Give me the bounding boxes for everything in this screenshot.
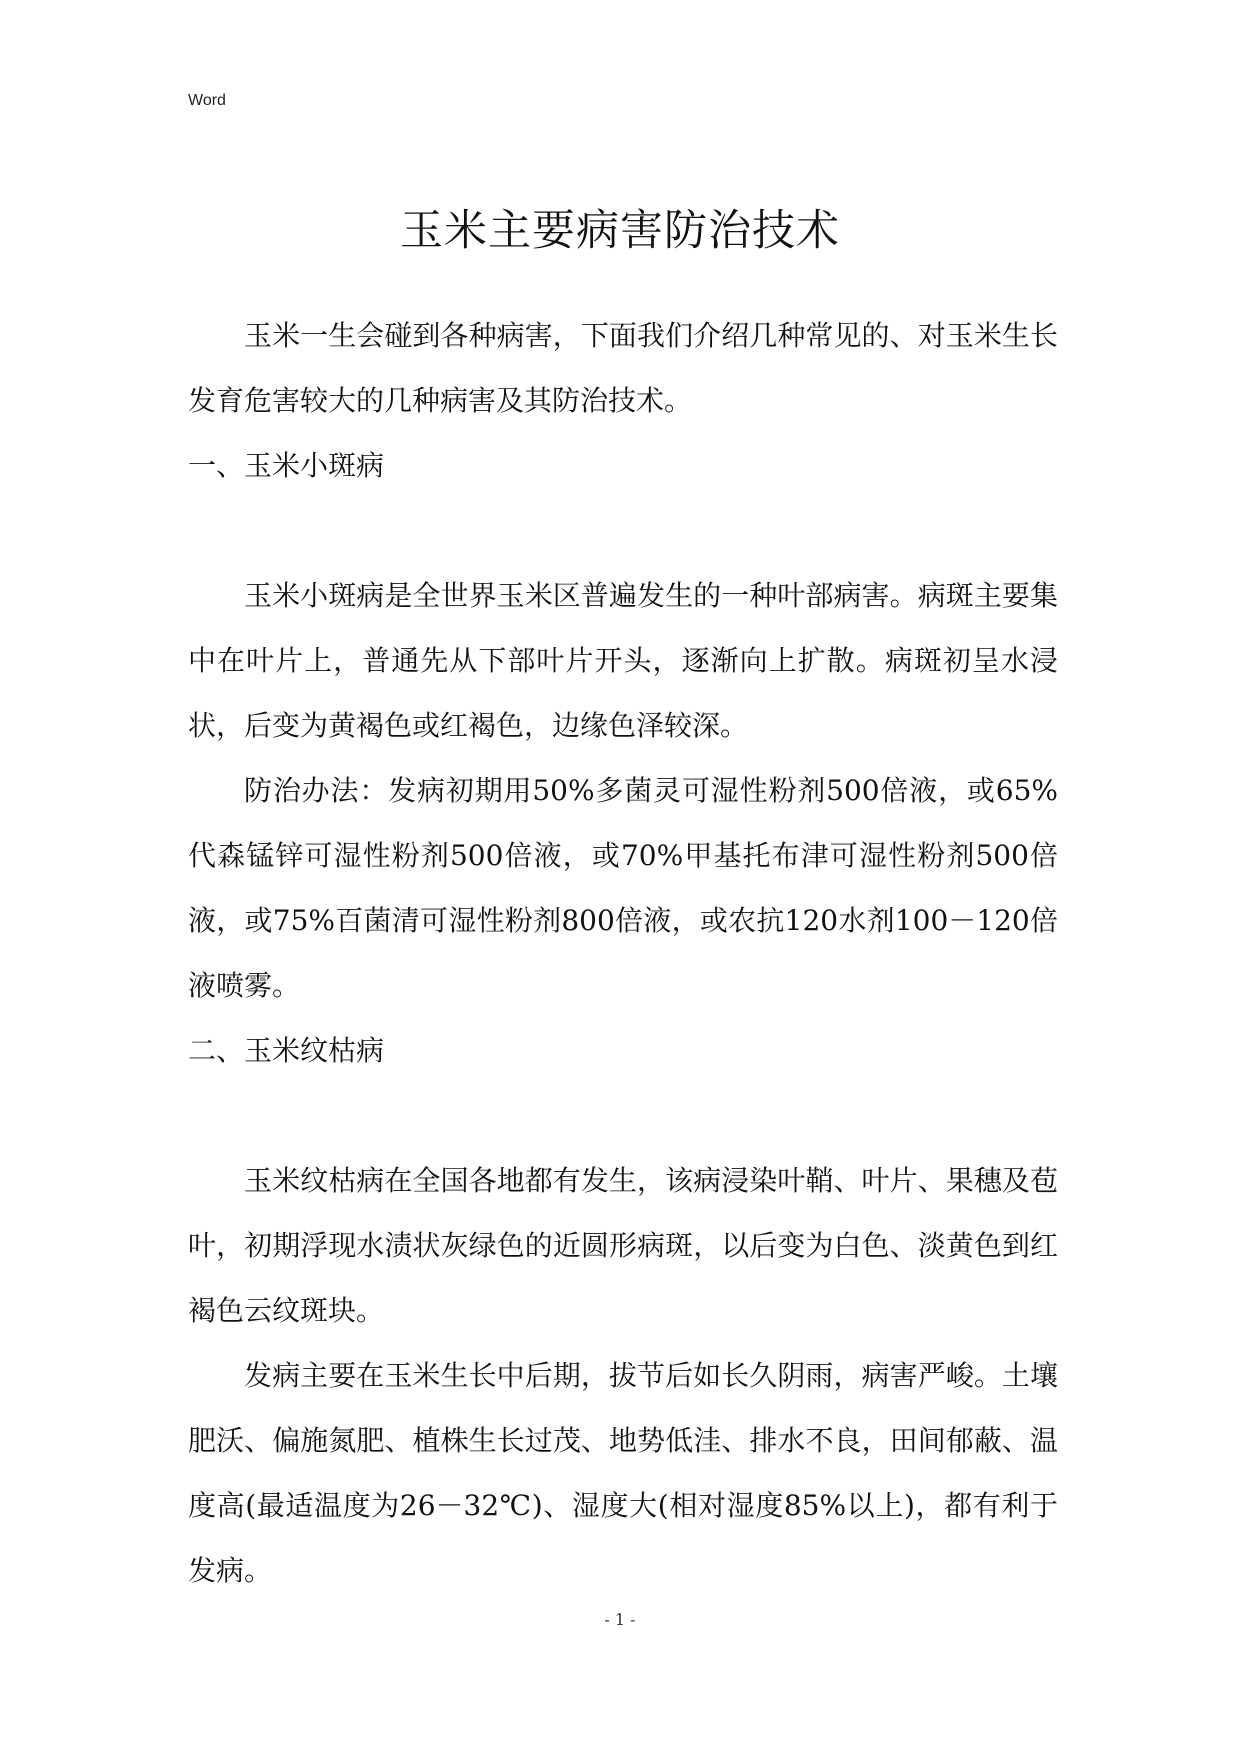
section-heading-2: 二、玉米纹枯病 [188,1034,385,1067]
section-1-paragraph-2: 防治办法：发病初期用50%多菌灵可湿性粉剂500倍液，或65%代森锰锌可湿性粉剂500倍液，或70%甲基托布津可湿性粉剂500倍液，或75%百菌清可湿性粉剂800倍液，或农抗120水剂100－120倍液喷雾。 [188,774,1058,1002]
section-2-paragraph-2: 发病主要在玉米生长中后期，拔节后如长久阴雨，病害严峻。土壤肥沃、偏施氮肥、植株生长过茂、地势低洼、排水不良，田间郁蔽、温度高(最适温度为26－32℃)、湿度大(相对湿度85%以上)，都有利于发病。 [188,1359,1058,1587]
document-body [188,303,1058,1603]
app-label: Word [188,92,226,109]
document-title: 玉米主要病害防治技术 [400,206,840,256]
intro-paragraph: 玉米一生会碰到各种病害，下面我们介绍几种常见的、对玉米生长发育危害较大的几种病害及其防治技术。 [188,319,1058,417]
section-heading-1: 一、玉米小斑病 [188,449,385,482]
section-1-paragraph-1: 玉米小斑病是全世界玉米区普遍发生的一种叶部病害。病斑主要集中在叶片上，普通先从下部叶片开头，逐渐向上扩散。病斑初呈水浸状，后变为黄褐色或红褐色，边缘色泽较深。 [188,579,1058,742]
section-spacer [188,1083,1058,1148]
section-2-paragraph-1: 玉米纹枯病在全国各地都有发生，该病浸染叶鞘、叶片、果穗及苞叶，初期浮现水渍状灰绿色的近圆形病斑，以后变为白色、淡黄色到红褐色云纹斑块。 [188,1164,1058,1327]
page-number: - 1 - [604,1610,636,1629]
section-spacer [188,498,1058,563]
